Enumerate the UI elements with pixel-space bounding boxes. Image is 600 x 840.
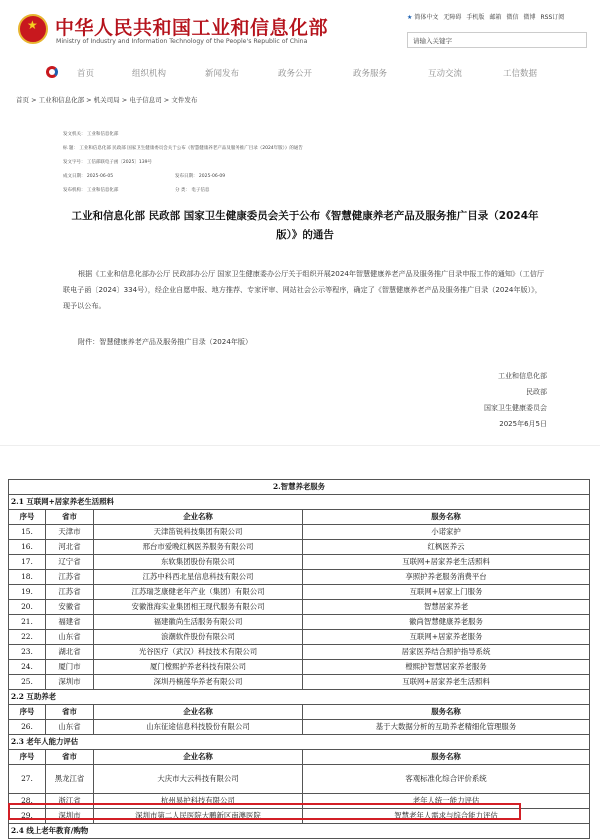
- column-header: 服务名称: [303, 750, 590, 765]
- meta-category: 分 类： 电子信息: [175, 188, 210, 193]
- row-province: 深圳市: [46, 675, 94, 690]
- row-number: 15.: [9, 525, 46, 540]
- section-heading: 2.1 互联网+居家养老生活照料: [9, 495, 590, 510]
- row-province: 山东省: [46, 630, 94, 645]
- section-heading: 2.4 线上老年教育/购物: [9, 824, 590, 839]
- meta-publish-date: 发布日期： 2025-06-09: [175, 174, 226, 179]
- row-company: 杭州易护科技有限公司: [94, 794, 303, 809]
- row-company: 山东征途信息科技股份有限公司: [94, 720, 303, 735]
- table-row: [9, 555, 590, 570]
- table-row: [9, 570, 590, 585]
- row-company: 大庆市大云科技有限公司: [94, 765, 303, 794]
- row-service: 互联网+居家养老生活照料: [303, 555, 590, 570]
- section-heading-row: [9, 824, 590, 839]
- table-row: [9, 645, 590, 660]
- service-catalog-table: [8, 479, 590, 839]
- attachment-link[interactable]: 附件：智慧健康养老产品及服务推广目录（2024年版）: [78, 337, 253, 346]
- top-link-mail[interactable]: 邮箱: [489, 14, 502, 21]
- table-header-row: [9, 510, 590, 525]
- ministry-name-en: Ministry of Industry and Information Technology of the People's Republic of China: [56, 38, 308, 45]
- top-link-rss[interactable]: RSS订阅: [540, 14, 565, 21]
- table-row: [9, 765, 590, 794]
- row-number: 23.: [9, 645, 46, 660]
- row-province: 安徽省: [46, 600, 94, 615]
- row-province: 湖北省: [46, 645, 94, 660]
- meta-written-date: 成文日期： 2025-06-05: [63, 174, 114, 179]
- table-row: [9, 660, 590, 675]
- top-link-weibo[interactable]: 微博: [523, 14, 536, 21]
- meta-publisher: 发布机构： 工业和信息化部: [63, 188, 119, 193]
- ministry-name-cn[interactable]: 中华人民共和国工业和信息化部: [55, 17, 329, 39]
- meta-issuer: 发文机关： 工业和信息化部: [63, 132, 119, 137]
- site-header: [0, 0, 600, 62]
- row-service: 徽尚智慧健康养老服务: [303, 615, 590, 630]
- column-header: 省市: [46, 705, 94, 720]
- row-number: 27.: [9, 765, 46, 794]
- row-service: 互联网+居家上门服务: [303, 585, 590, 600]
- signature-org-miit: 工业和信息化部: [498, 372, 547, 380]
- search-input[interactable]: 请输入关键字: [407, 32, 587, 48]
- nav-item-services[interactable]: 政务服务: [353, 69, 388, 79]
- nav-item-data[interactable]: 工信数据: [503, 69, 538, 79]
- row-company: 厦门樘熙护养老科技有限公司: [94, 660, 303, 675]
- top-link-lang[interactable]: 简体中文: [414, 14, 439, 21]
- home-logo-icon[interactable]: [46, 66, 58, 78]
- nav-item-news[interactable]: 新闻发布: [205, 69, 240, 79]
- row-province: 天津市: [46, 525, 94, 540]
- row-number: 20.: [9, 600, 46, 615]
- row-province: 黑龙江省: [46, 765, 94, 794]
- table-row: [9, 540, 590, 555]
- meta-title: 标 题： 工业和信息化部 民政部 国家卫生健康委员会关于公布《智慧健康养老产品及服务推广目录（2024年版）》的通告: [63, 146, 303, 151]
- row-service: 红枫医养云: [303, 540, 590, 555]
- row-number: 26.: [9, 720, 46, 735]
- star-icon: ★: [407, 14, 413, 21]
- section-heading-row: [9, 735, 590, 750]
- nav-item-home[interactable]: 首页: [77, 69, 95, 79]
- row-company: 东软集团股份有限公司: [94, 555, 303, 570]
- signature-org-nhc: 国家卫生健康委员会: [484, 404, 547, 412]
- row-company: 江苏中科西北星信息科技有限公司: [94, 570, 303, 585]
- row-province: 江苏省: [46, 585, 94, 600]
- column-header: 序号: [9, 750, 46, 765]
- table-row: [9, 525, 590, 540]
- row-province: 浙江省: [46, 794, 94, 809]
- row-number: 25.: [9, 675, 46, 690]
- row-service: 小诺家护: [303, 525, 590, 540]
- row-province: 厦门市: [46, 660, 94, 675]
- column-header: 省市: [46, 750, 94, 765]
- table-row: [9, 809, 590, 824]
- signature-date: 2025年6月5日: [499, 420, 547, 428]
- table-row: [9, 794, 590, 809]
- row-company: 光谷医疗（武汉）科技技术有限公司: [94, 645, 303, 660]
- notice-body-paragraph: 根据《工业和信息化部办公厅 民政部办公厅 国家卫生健康委办公厅关于组织开展2024年智慧健康养老产品及服务推广目录申报工作的通知》（工信厅联电子函〔2024〕334号），经企业自愿申报、地方推荐、专家评审、网站社会公示等程序，确定了《智慧健康养老产品及服务推广目录（2024年版）》，现予以公布。: [63, 269, 544, 310]
- table-row: [9, 675, 590, 690]
- row-service: 客观标准化综合评价系统: [303, 765, 590, 794]
- table-row: [9, 720, 590, 735]
- table-row: [9, 630, 590, 645]
- row-province: 河北省: [46, 540, 94, 555]
- row-number: 28.: [9, 794, 46, 809]
- row-service: 老年人统一能力评估: [303, 794, 590, 809]
- top-link-mobile[interactable]: 手机版: [466, 14, 485, 21]
- row-number: 19.: [9, 585, 46, 600]
- row-province: 山东省: [46, 720, 94, 735]
- row-service: 享照护养老服务消费平台: [303, 570, 590, 585]
- row-company: 深圳丹楠莲华养老有限公司: [94, 675, 303, 690]
- row-company: 深圳市第二人民医院大鹏新区南澳医院: [94, 809, 303, 824]
- table-title-row: [9, 480, 590, 495]
- section-heading: 2.3 老年人能力评估: [9, 735, 590, 750]
- nav-item-organization[interactable]: 组织机构: [132, 69, 167, 79]
- national-emblem-icon[interactable]: ★: [18, 14, 48, 44]
- table-row: [9, 615, 590, 630]
- row-service: 樘熙护智慧居家养老服务: [303, 660, 590, 675]
- column-header: 序号: [9, 705, 46, 720]
- nav-item-interaction[interactable]: 互动交流: [428, 69, 463, 79]
- row-service: 互联网+居家养老生活照料: [303, 675, 590, 690]
- row-service: 互联网+居家养老服务: [303, 630, 590, 645]
- row-company: 安徽淮海实业集团相王现代服务有限公司: [94, 600, 303, 615]
- main-nav: [40, 62, 585, 86]
- row-number: 29.: [9, 809, 46, 824]
- row-number: 24.: [9, 660, 46, 675]
- section-heading-row: [9, 690, 590, 705]
- table-header-row: [9, 750, 590, 765]
- column-header: 企业名称: [94, 750, 303, 765]
- column-header: 服务名称: [303, 705, 590, 720]
- row-service: 智慧居家养老: [303, 600, 590, 615]
- row-number: 22.: [9, 630, 46, 645]
- table-row: [9, 585, 590, 600]
- nav-item-government-affairs[interactable]: 政务公开: [278, 69, 313, 79]
- column-header: 序号: [9, 510, 46, 525]
- row-company: 邢台市爱晚红枫医养服务有限公司: [94, 540, 303, 555]
- signature-org-mca: 民政部: [526, 388, 547, 396]
- row-province: 深圳市: [46, 809, 94, 824]
- row-province: 辽宁省: [46, 555, 94, 570]
- table-title: 2.智慧养老服务: [9, 480, 590, 495]
- section-heading: 2.2 互助养老: [9, 690, 590, 705]
- row-company: 浪潮软件股份有限公司: [94, 630, 303, 645]
- row-number: 17.: [9, 555, 46, 570]
- row-service: 居家医养结合照护指导系统: [303, 645, 590, 660]
- breadcrumb[interactable]: 首页 > 工业和信息化部 > 机关司局 > 电子信息司 > 文件发布: [16, 96, 198, 104]
- table-row: [9, 600, 590, 615]
- row-number: 21.: [9, 615, 46, 630]
- row-service: 基于大数据分析的互助养老精细化管理服务: [303, 720, 590, 735]
- top-links: [407, 12, 569, 21]
- section-heading-row: [9, 495, 590, 510]
- column-header: 企业名称: [94, 705, 303, 720]
- column-header: 省市: [46, 510, 94, 525]
- row-number: 16.: [9, 540, 46, 555]
- row-company: 福建徽尚生活服务有限公司: [94, 615, 303, 630]
- row-province: 江苏省: [46, 570, 94, 585]
- column-header: 企业名称: [94, 510, 303, 525]
- column-header: 服务名称: [303, 510, 590, 525]
- top-link-accessibility[interactable]: 无障碍: [443, 14, 462, 21]
- row-company: 江苏瑞芝康健老年产业（集团）有限公司: [94, 585, 303, 600]
- meta-doc-number: 发文字号： 工信部联电子函〔2025〕139号: [63, 160, 152, 165]
- row-province: 福建省: [46, 615, 94, 630]
- top-link-wechat[interactable]: 微信: [506, 14, 519, 21]
- row-service: 智慧老年人需求与综合能力评估: [303, 809, 590, 824]
- row-company: 天津笛锐科技集团有限公司: [94, 525, 303, 540]
- section-divider: [0, 445, 600, 446]
- table-header-row: [9, 705, 590, 720]
- notice-title: 工业和信息化部 民政部 国家卫生健康委员会关于公布《智慧健康养老产品及服务推广目录（2024年版）》的通告: [71, 210, 539, 241]
- row-number: 18.: [9, 570, 46, 585]
